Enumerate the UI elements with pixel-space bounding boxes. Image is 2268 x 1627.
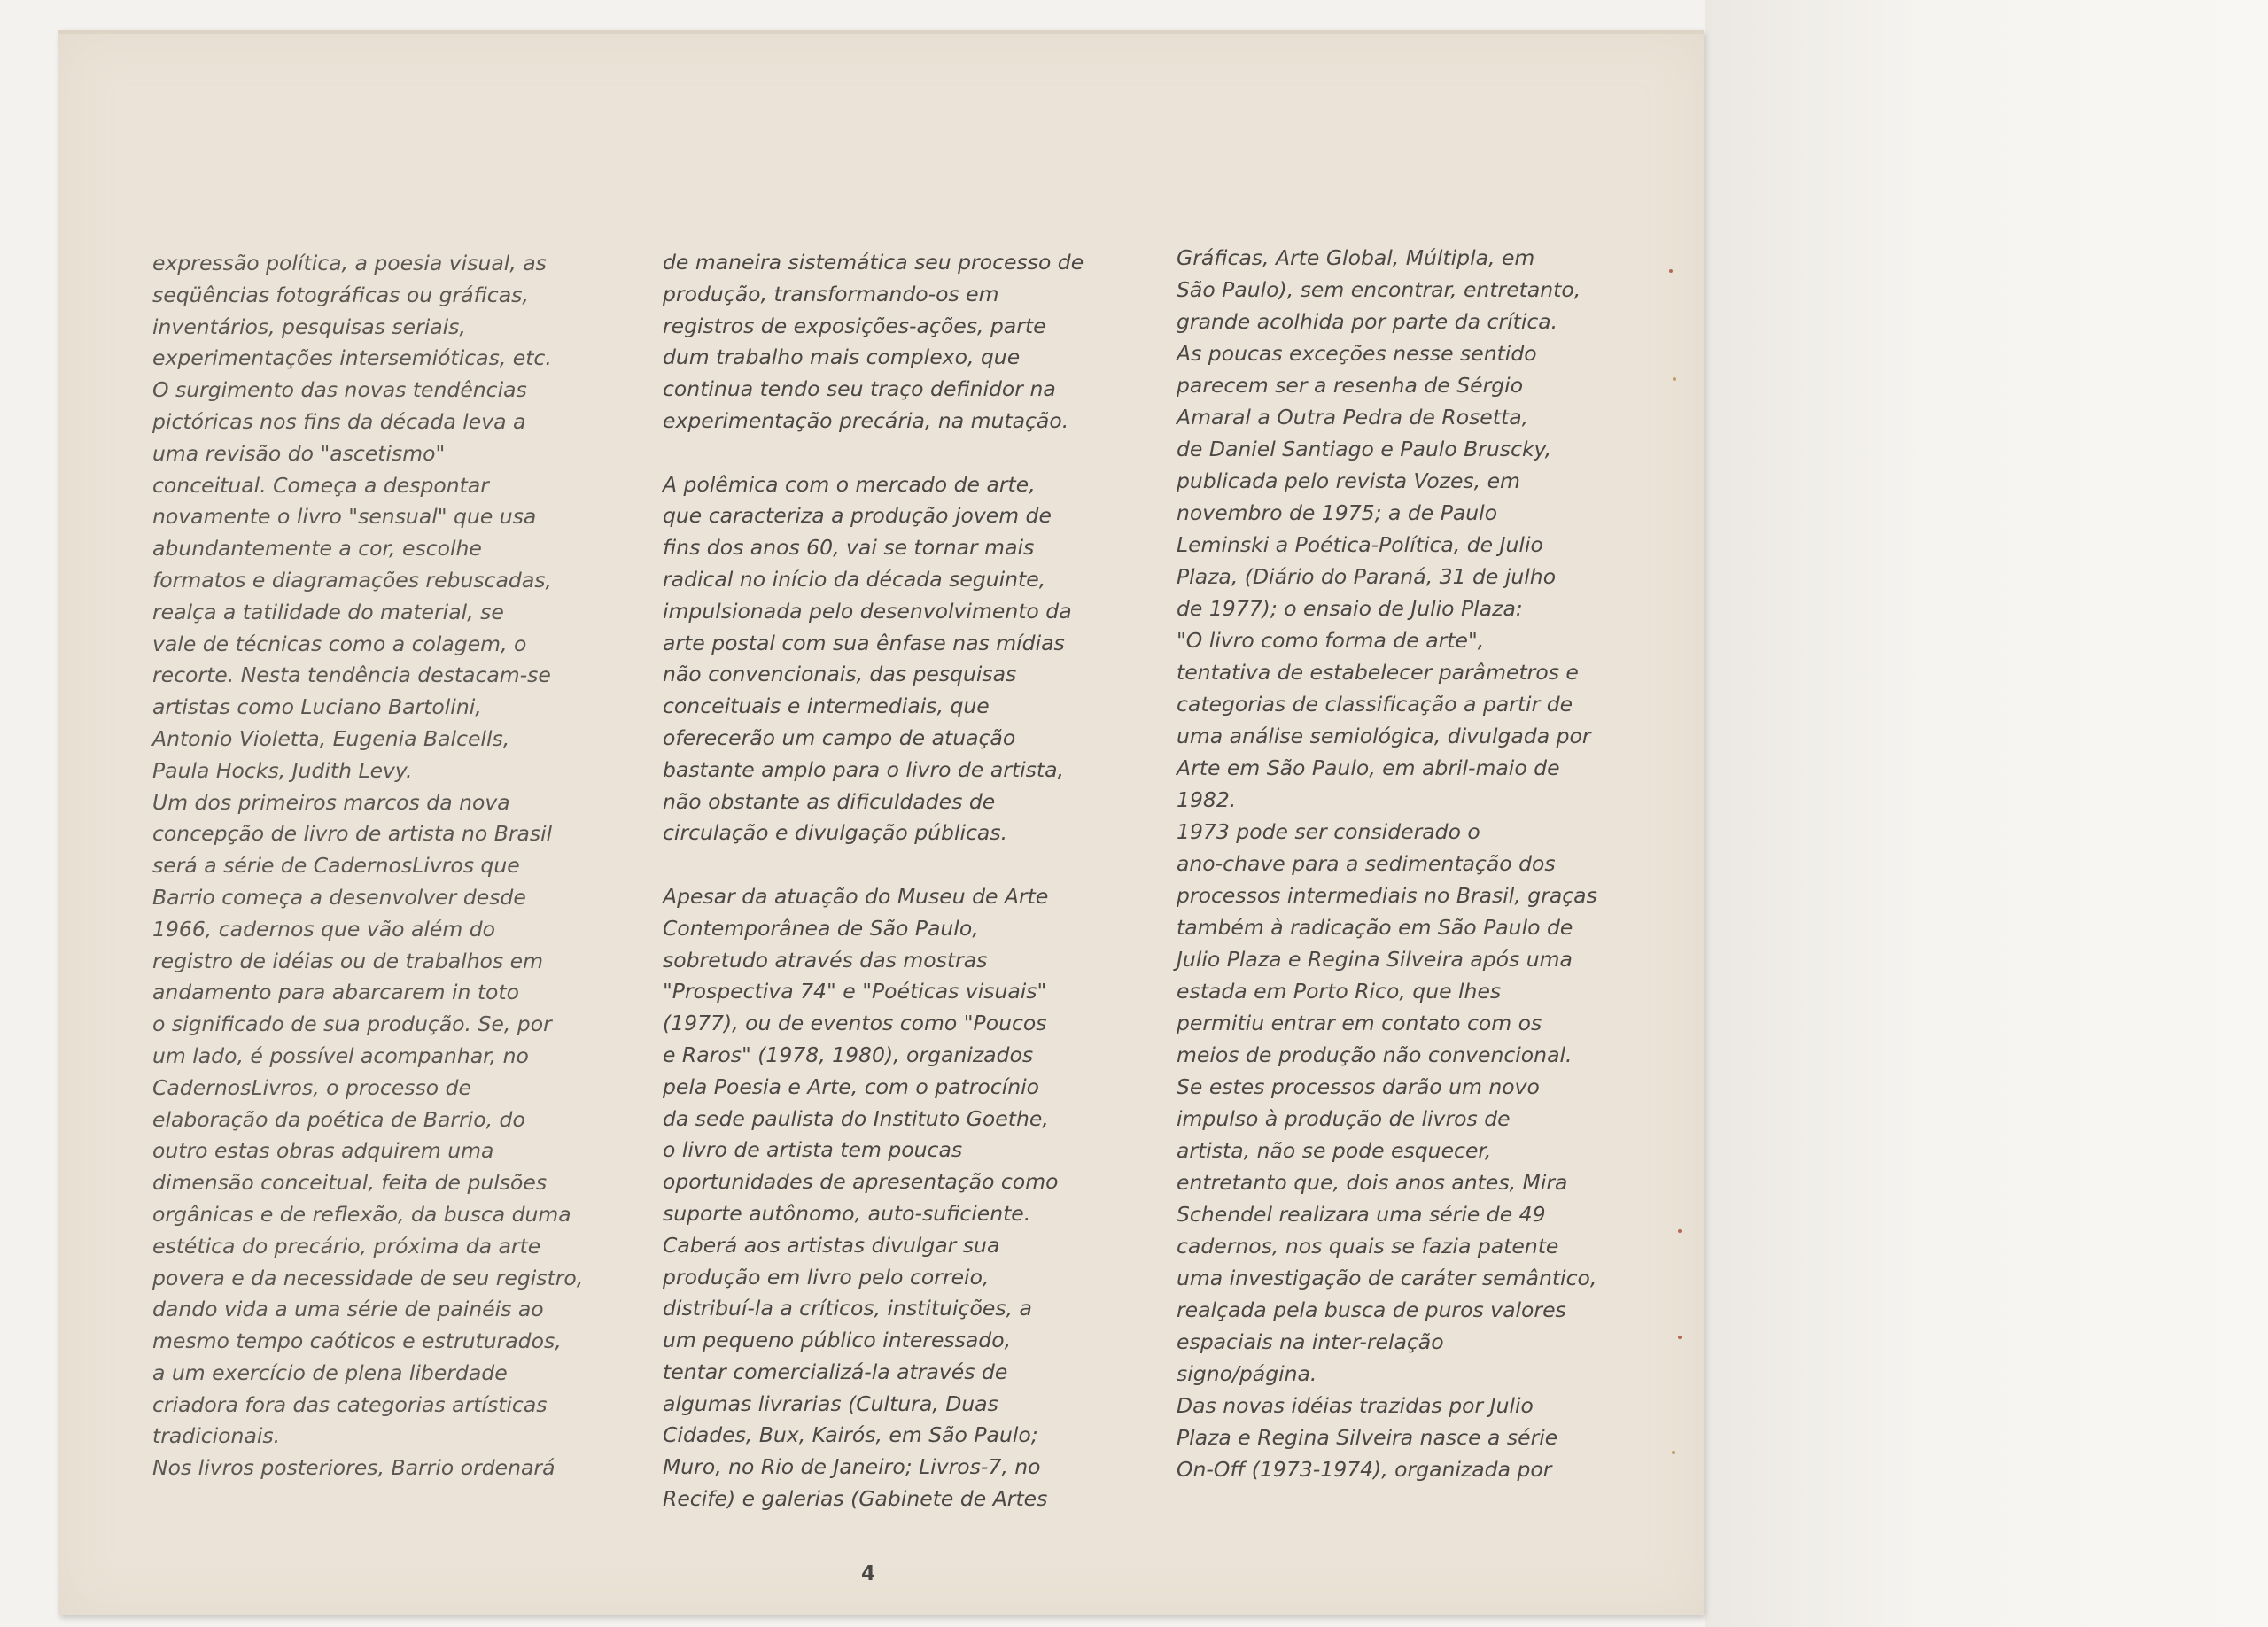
- text-line: mesmo tempo caóticos e estruturados,: [152, 1329, 562, 1354]
- text-line: Paula Hocks, Judith Levy.: [152, 757, 413, 783]
- text-line: signo/página.: [1177, 1361, 1317, 1386]
- text-line: espaciais na inter-relação: [1177, 1329, 1444, 1354]
- text-column-middle: [663, 247, 1106, 1515]
- text-line: orgânicas e de reflexão, da busca duma: [152, 1201, 571, 1227]
- text-line: produção em livro pelo correio,: [663, 1264, 990, 1290]
- text-line: experimentação precária, na mutação.: [663, 407, 1069, 433]
- text-line: CadernosLivros, o processo de: [152, 1074, 472, 1100]
- text-line: expressão política, a poesia visual, as: [152, 251, 547, 275]
- text-line: e Raros" (1978, 1980), organizados: [663, 1042, 1034, 1067]
- text-line: conceituais e intermediais, que: [663, 693, 990, 719]
- text-line: artista, não se pode esquecer,: [1177, 1138, 1492, 1163]
- paper-speck: [1678, 1336, 1682, 1339]
- text-column-left: [152, 248, 595, 1484]
- text-line: estética do precário, próxima da arte: [152, 1233, 541, 1259]
- text-line: parecem ser a resenha de Sérgio: [1177, 373, 1524, 398]
- text-line: o significado de sua produção. Se, por: [152, 1011, 552, 1037]
- background-surface: [1705, 0, 2268, 1627]
- text-line: Antonio Violetta, Eugenia Balcells,: [152, 725, 510, 751]
- text-line: A polêmica com o mercado de arte,: [663, 471, 1036, 497]
- text-line: publicada pelo revista Vozes, em: [1177, 469, 1520, 493]
- text-line: o livro de artista tem poucas: [663, 1137, 963, 1163]
- text-line: "O livro como forma de arte",: [1177, 628, 1485, 653]
- text-line: artistas como Luciano Bartolini,: [152, 694, 482, 720]
- text-line: de 1977); o ensaio de Julio Plaza:: [1177, 596, 1523, 621]
- text-line: [663, 438, 1106, 469]
- text-line: criadora fora das categorias artísticas: [152, 1391, 548, 1417]
- text-line: ano-chave para a sedimentação dos: [1177, 851, 1556, 876]
- text-line: elaboração da poética de Barrio, do: [152, 1106, 525, 1132]
- text-line: produção, transformando-os em: [663, 281, 999, 306]
- text-line: pela Poesia e Arte, com o patrocínio: [663, 1073, 1040, 1099]
- text-line: experimentações intersemióticas, etc.: [152, 345, 552, 371]
- text-line: realçada pela busca de puros valores: [1177, 1298, 1566, 1322]
- text-line: On-Off (1973-1974), organizada por: [1177, 1457, 1552, 1482]
- text-line: suporte autônomo, auto-suficiente.: [663, 1200, 1031, 1226]
- text-line: Leminski a Poética-Política, de Julio: [1177, 532, 1543, 557]
- text-line: registro de idéias ou de trabalhos em: [152, 948, 543, 973]
- text-line: uma revisão do "ascetismo": [152, 440, 446, 466]
- text-line: pictóricas nos fins da década leva a: [152, 408, 526, 434]
- text-line: Muro, no Rio de Janeiro; Livros-7, no: [663, 1454, 1041, 1480]
- text-column-right: [1177, 242, 1637, 1485]
- text-line: Um dos primeiros marcos da nova: [152, 789, 510, 815]
- text-line: Nos livros posteriores, Barrio ordenará: [152, 1455, 555, 1481]
- text-line: Se estes processos darão um novo: [1177, 1074, 1540, 1099]
- text-line: Schendel realizara uma série de 49: [1177, 1202, 1546, 1227]
- text-line: dimensão conceitual, feita de pulsões: [152, 1170, 548, 1196]
- text-line: Contemporânea de São Paulo,: [663, 915, 979, 941]
- text-line: cadernos, nos quais se fazia patente: [1177, 1234, 1559, 1259]
- text-line: circulação e divulgação públicas.: [663, 820, 1008, 846]
- text-line: algumas livrarias (Cultura, Duas: [663, 1391, 998, 1416]
- text-line: um pequeno público interessado,: [663, 1328, 1012, 1353]
- text-line: registros de exposições-ações, parte: [663, 313, 1046, 338]
- text-line: impulso à produção de livros de: [1177, 1106, 1511, 1131]
- text-line: Recife) e galerias (Gabinete de Artes: [663, 1486, 1048, 1512]
- text-line: não convencionais, das pesquisas: [663, 662, 1017, 687]
- text-line: radical no início da década seguinte,: [663, 566, 1046, 592]
- text-line: Apesar da atuação do Museu de Arte: [663, 883, 1049, 909]
- text-line: andamento para abarcarem in toto: [152, 980, 520, 1005]
- text-line: tentar comercializá-la através de: [663, 1359, 1008, 1384]
- text-line: São Paulo), sem encontrar, entretanto,: [1177, 277, 1581, 302]
- paper-speck: [1669, 269, 1673, 273]
- text-line: de maneira sistemática seu processo de: [663, 250, 1084, 275]
- page-number: 4: [861, 1562, 876, 1585]
- text-line: recorte. Nesta tendência destacam-se: [152, 662, 551, 688]
- text-line: Barrio começa a desenvolver desde: [152, 884, 526, 910]
- text-line: Julio Plaza e Regina Silveira após uma: [1177, 947, 1573, 972]
- text-line: [663, 849, 1106, 881]
- text-line: vale de técnicas como a colagem, o: [152, 631, 527, 656]
- text-line: formatos e diagramações rebuscadas,: [152, 567, 552, 593]
- text-line: da sede paulista do Instituto Goethe,: [663, 1105, 1049, 1131]
- text-line: conceitual. Começa a despontar: [152, 472, 489, 498]
- text-line: permitiu entrar em contato com os: [1177, 1011, 1542, 1035]
- text-line: dum trabalho mais complexo, que: [663, 345, 1021, 370]
- text-line: abundantemente a cor, escolhe: [152, 536, 482, 562]
- text-line: O surgimento das novas tendências: [152, 377, 527, 403]
- text-line: grande acolhida por parte da crítica.: [1177, 309, 1558, 334]
- text-line: Plaza e Regina Silveira nasce a série: [1177, 1425, 1558, 1450]
- text-line: Amaral a Outra Pedra de Rosetta,: [1177, 405, 1529, 430]
- text-line: sobretudo através das mostras: [663, 947, 988, 972]
- text-line: povera e da necessidade de seu registro,: [152, 1265, 584, 1290]
- text-line: um lado, é possível acompanhar, no: [152, 1042, 529, 1068]
- text-line: uma análise semiológica, divulgada por: [1177, 724, 1591, 748]
- text-line: distribuí-la a críticos, instituições, a: [663, 1296, 1032, 1321]
- text-line: tradicionais.: [152, 1423, 281, 1449]
- text-line: processos intermediais no Brasil, graças: [1177, 883, 1597, 908]
- text-line: a um exercício de plena liberdade: [152, 1360, 508, 1385]
- text-line: Das novas idéias trazidas por Julio: [1177, 1393, 1534, 1418]
- text-line: também à radicação em São Paulo de: [1177, 915, 1573, 940]
- text-line: Cidades, Bux, Kairós, em São Paulo;: [663, 1422, 1038, 1448]
- text-line: fins dos anos 60, vai se tornar mais: [663, 535, 1035, 561]
- text-line: (1977), ou de eventos como "Poucos: [663, 1011, 1047, 1036]
- text-line: uma investigação de caráter semântico,: [1177, 1266, 1597, 1290]
- text-line: meios de produção não convencional.: [1177, 1042, 1573, 1067]
- text-line: realça a tatilidade do material, se: [152, 599, 504, 624]
- text-line: 1982.: [1177, 787, 1237, 812]
- text-line: oferecerão um campo de atuação: [663, 724, 1016, 750]
- text-line: inventários, pesquisas seriais,: [152, 314, 466, 339]
- text-line: Arte em São Paulo, em abril-maio de: [1177, 755, 1560, 780]
- text-line: continua tendo seu traço definidor na: [663, 376, 1056, 402]
- text-line: novamente o livro "sensual" que usa: [152, 504, 537, 530]
- text-line: seqüências fotográficas ou gráficas,: [152, 282, 529, 307]
- text-line: concepção de livro de artista no Brasil: [152, 821, 553, 847]
- text-line: oportunidades de apresentação como: [663, 1169, 1059, 1195]
- text-line: que caracteriza a produção jovem de: [663, 503, 1052, 529]
- page-top-edge: [58, 30, 1704, 34]
- text-line: de Daniel Santiago e Paulo Bruscky,: [1177, 437, 1552, 461]
- text-line: não obstante as dificuldades de: [663, 788, 996, 814]
- text-line: será a série de CadernosLivros que: [152, 853, 520, 879]
- text-line: categorias de classificação a partir de: [1177, 692, 1573, 717]
- text-line: 1973 pode ser considerado o: [1177, 819, 1480, 844]
- text-line: novembro de 1975; a de Paulo: [1177, 500, 1498, 525]
- text-line: entretanto que, dois anos antes, Mira: [1177, 1170, 1568, 1195]
- text-line: dando vida a uma série de painéis ao: [152, 1297, 544, 1322]
- text-line: "Prospectiva 74" e "Poéticas visuais": [663, 979, 1047, 1004]
- text-line: bastante amplo para o livro de artista,: [663, 756, 1064, 782]
- text-line: Plaza, (Diário do Paraná, 31 de julho: [1177, 564, 1557, 589]
- text-line: estada em Porto Rico, que lhes: [1177, 979, 1502, 1003]
- text-line: tentativa de estabelecer parâmetros e: [1177, 660, 1579, 685]
- text-line: impulsionada pelo desenvolvimento da: [663, 598, 1072, 624]
- paper-speck: [1678, 1229, 1682, 1233]
- text-line: Gráficas, Arte Global, Múltipla, em: [1177, 245, 1535, 270]
- paper-speck: [1672, 1451, 1675, 1454]
- text-line: As poucas exceções nesse sentido: [1177, 341, 1537, 366]
- paper-speck: [1673, 377, 1676, 381]
- text-line: Caberá aos artistas divulgar sua: [663, 1232, 1000, 1258]
- text-line: outro estas obras adquirem uma: [152, 1138, 494, 1164]
- text-line: 1966, cadernos que vão além do: [152, 916, 496, 941]
- text-line: arte postal com sua ênfase nas mídias: [663, 630, 1065, 655]
